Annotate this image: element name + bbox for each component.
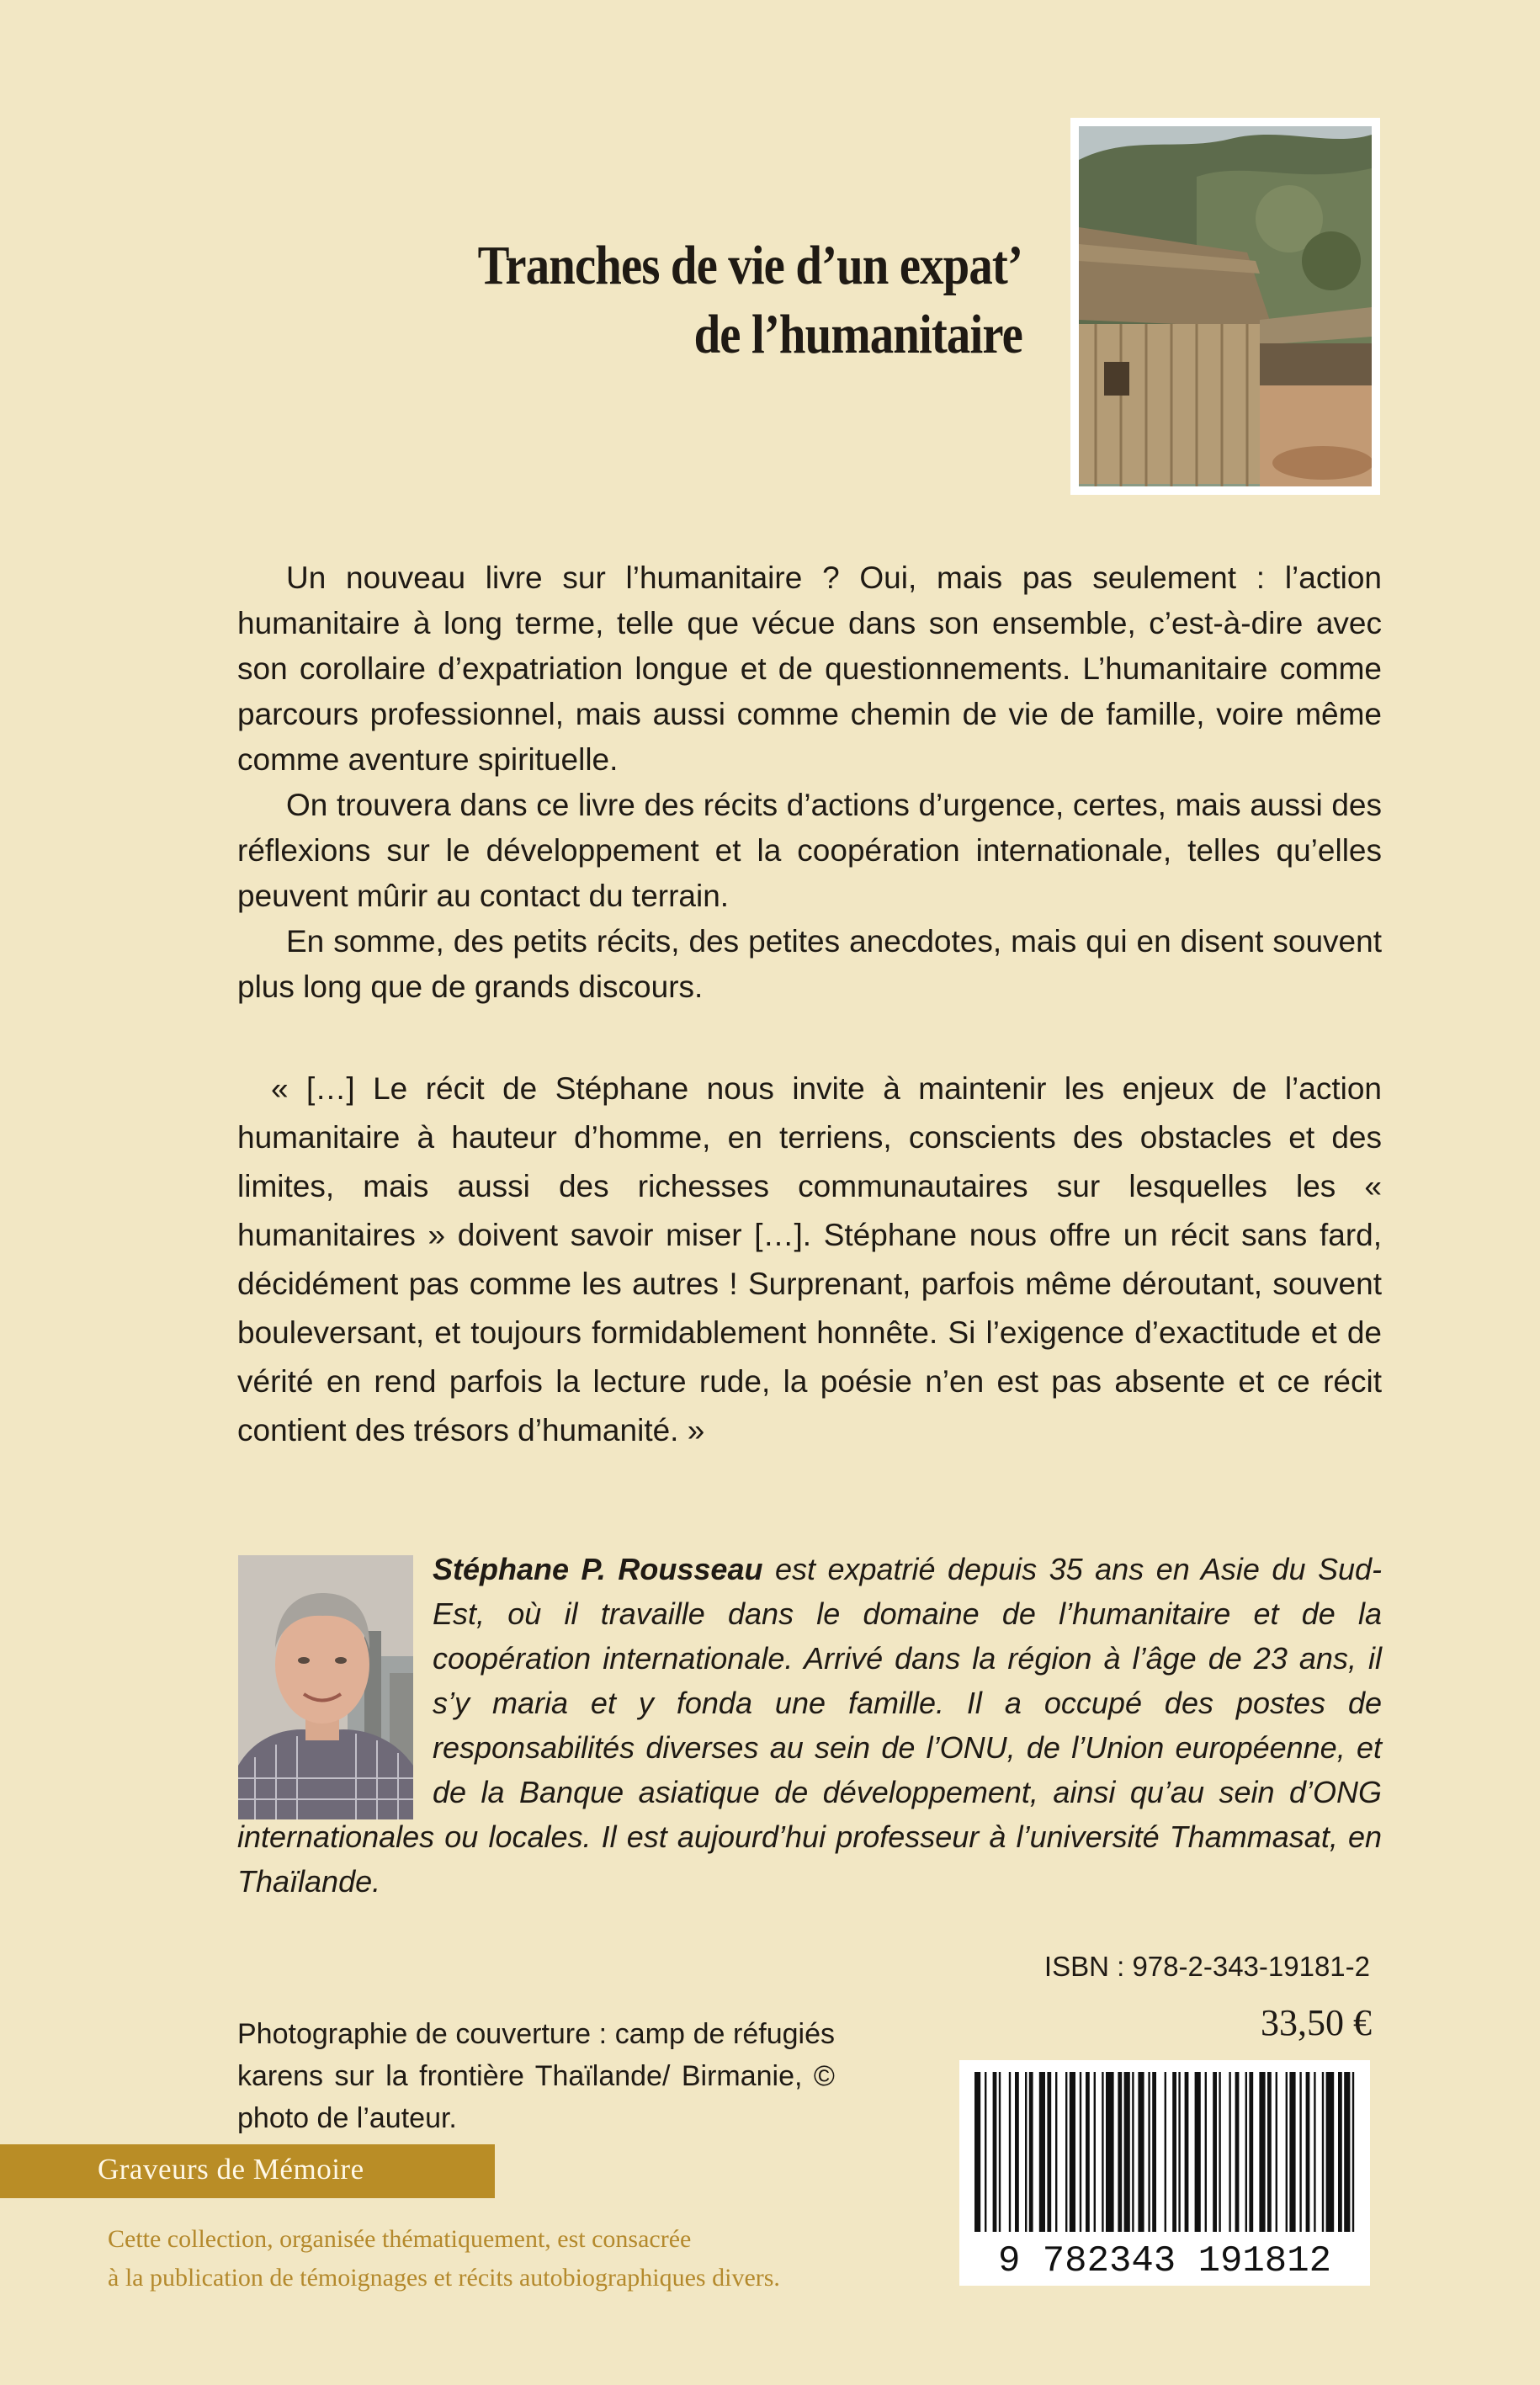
barcode-bar	[1055, 2072, 1057, 2232]
back-cover-blurb	[237, 555, 1382, 1010]
barcode-bar	[1086, 2072, 1090, 2232]
barcode-bar	[1178, 2072, 1180, 2232]
barcode-bar	[1165, 2072, 1166, 2232]
barcode-graphic	[959, 2060, 1370, 2286]
barcode-bar	[1094, 2072, 1096, 2232]
barcode-bar	[1326, 2072, 1335, 2232]
barcode-bar	[1039, 2072, 1045, 2232]
barcode-bar	[1229, 2072, 1230, 2232]
barcode-bar	[1080, 2072, 1081, 2232]
barcode-bar	[1267, 2072, 1272, 2232]
barcode-bar	[1322, 2072, 1324, 2232]
title-line-2: de l’humanitaire	[693, 304, 1022, 365]
barcode-bar	[1235, 2072, 1240, 2232]
barcode-bar	[1205, 2072, 1207, 2232]
author-name: Stéphane P. Rousseau	[433, 1552, 763, 1586]
barcode-bar	[1025, 2072, 1027, 2232]
barcode-bar	[1338, 2072, 1342, 2232]
photo-credit	[237, 2013, 835, 2139]
barcode-bar	[1138, 2072, 1144, 2232]
barcode-bar	[1314, 2072, 1315, 2232]
barcode-bar	[1286, 2072, 1288, 2232]
barcode-bar	[1009, 2072, 1011, 2232]
barcode-bar	[1172, 2072, 1176, 2232]
barcode-bar	[1249, 2072, 1253, 2232]
blurb-paragraph-1: Un nouveau livre sur l’humanitaire ? Oui, mais pas seulement : l’action humanitaire à long terme, telle que vécue dans son ensemble, c’est-à-dire avec son corollaire d’expatriation longue et de questionnements. L’humanitaire comme parcours professionnel, mais aussi comme chemin de vie de famille, voire même comme aventure spirituelle.	[237, 560, 1382, 777]
barcode-bar	[1344, 2072, 1350, 2232]
barcode-bar	[1065, 2072, 1067, 2232]
series-description	[108, 2220, 865, 2297]
quote-text: « […] Le récit de Stéphane nous invite à maintenir les enjeux de l’action humanitaire à hauteur d’homme, en terriens, conscients des obstacles et des limites, mais aussi des richesses communautaires sur lesquelles les « humanitaires » doivent savoir miser […]. Stéphane nous offre un récit sans fard, décidément pas comme les autres ! Surprenant, parfois même déroutant, souvent bouleversant, et toujours formidablement honnête. Si l’exigence d’exactitude et de vérité en rend parfois la lecture rude, la poésie n’en est pas absente et ce récit contient des trésors d’humanité. »	[237, 1071, 1382, 1447]
barcode-bar	[1219, 2072, 1220, 2232]
blurb-paragraph-3: En somme, des petits récits, des petites anecdotes, mais qui en disent souvent plus long que de grands discours.	[237, 924, 1382, 1004]
barcode-bar	[1047, 2072, 1051, 2232]
barcode-bar	[1352, 2072, 1354, 2232]
photo-credit-text: Photographie de couverture : camp de réfugiés karens sur la frontière Thaïlande/ Birmanie, © photo de l’auteur.	[237, 2018, 835, 2134]
barcode-bar	[1148, 2072, 1150, 2232]
barcode-bar	[974, 2072, 980, 2232]
author-bio-body: est expatrié depuis 35 ans en Asie du Sud-Est, où il travaille dans le domaine de l’humanitaire et de la coopération internationale. Arrivé dans la région à l’âge de 23 ans, il s’y maria et y fonda une famille. Il a occupé des postes de responsabilités diverses au sein de l’ONU, de l’Union européenne, et de la Banque asiatique de développement, ainsi qu’au sein d’ONG internationales ou locales. Il est aujourd’hui professeur à l’université Thammasat, en Thaïlande.	[237, 1552, 1382, 1899]
barcode-bar	[1306, 2072, 1310, 2232]
barcode-bar	[1259, 2072, 1265, 2232]
blurb-paragraph-2: On trouvera dans ce livre des récits d’actions d’urgence, certes, mais aussi des réflexions sur le développement et la coopération internationale, telles qu’elles peuvent mûrir au contact du terrain.	[237, 788, 1382, 913]
barcode-bar	[1070, 2072, 1075, 2232]
barcode-bar	[1152, 2072, 1156, 2232]
barcode-bar	[1195, 2072, 1201, 2232]
series-name: Graveurs de Mémoire	[98, 2153, 364, 2186]
barcode-bar	[1132, 2072, 1134, 2232]
refugee-camp-photo	[1079, 126, 1372, 486]
barcode	[959, 2060, 1370, 2286]
barcode-bar	[1299, 2072, 1301, 2232]
barcode-bar	[1213, 2072, 1217, 2232]
barcode-bar	[985, 2072, 986, 2232]
book-title	[310, 231, 1022, 369]
isbn: ISBN : 978-2-343-19181-2	[1043, 1951, 1370, 1982]
barcode-bars	[974, 2072, 1354, 2232]
barcode-bar	[1276, 2072, 1277, 2232]
barcode-bar	[1015, 2072, 1019, 2232]
barcode-bar	[993, 2072, 997, 2232]
barcode-bar	[1245, 2072, 1247, 2232]
cover-photo	[1070, 118, 1380, 495]
author-portrait	[238, 1555, 413, 1819]
price: 33,50 €	[1261, 2002, 1372, 2043]
review-quote	[237, 1065, 1382, 1455]
series-description-line-2: à la publication de témoignages et récits autobiographiques divers.	[108, 2264, 780, 2292]
title-line-1: Tranches de vie d’un expat’	[477, 235, 1022, 296]
barcode-bar	[999, 2072, 1001, 2232]
barcode-bar	[1289, 2072, 1295, 2232]
barcode-bar	[1102, 2072, 1103, 2232]
barcode-bar	[1029, 2072, 1033, 2232]
barcode-bar	[1118, 2072, 1122, 2232]
barcode-bar	[1185, 2072, 1189, 2232]
author-photo	[238, 1555, 413, 1819]
barcode-digits: 9 782343 191812	[997, 2240, 1332, 2282]
series-description-line-1: Cette collection, organisée thématiquement, est consacrée	[108, 2225, 692, 2253]
barcode-bar	[1106, 2072, 1114, 2232]
barcode-bar	[1124, 2072, 1130, 2232]
